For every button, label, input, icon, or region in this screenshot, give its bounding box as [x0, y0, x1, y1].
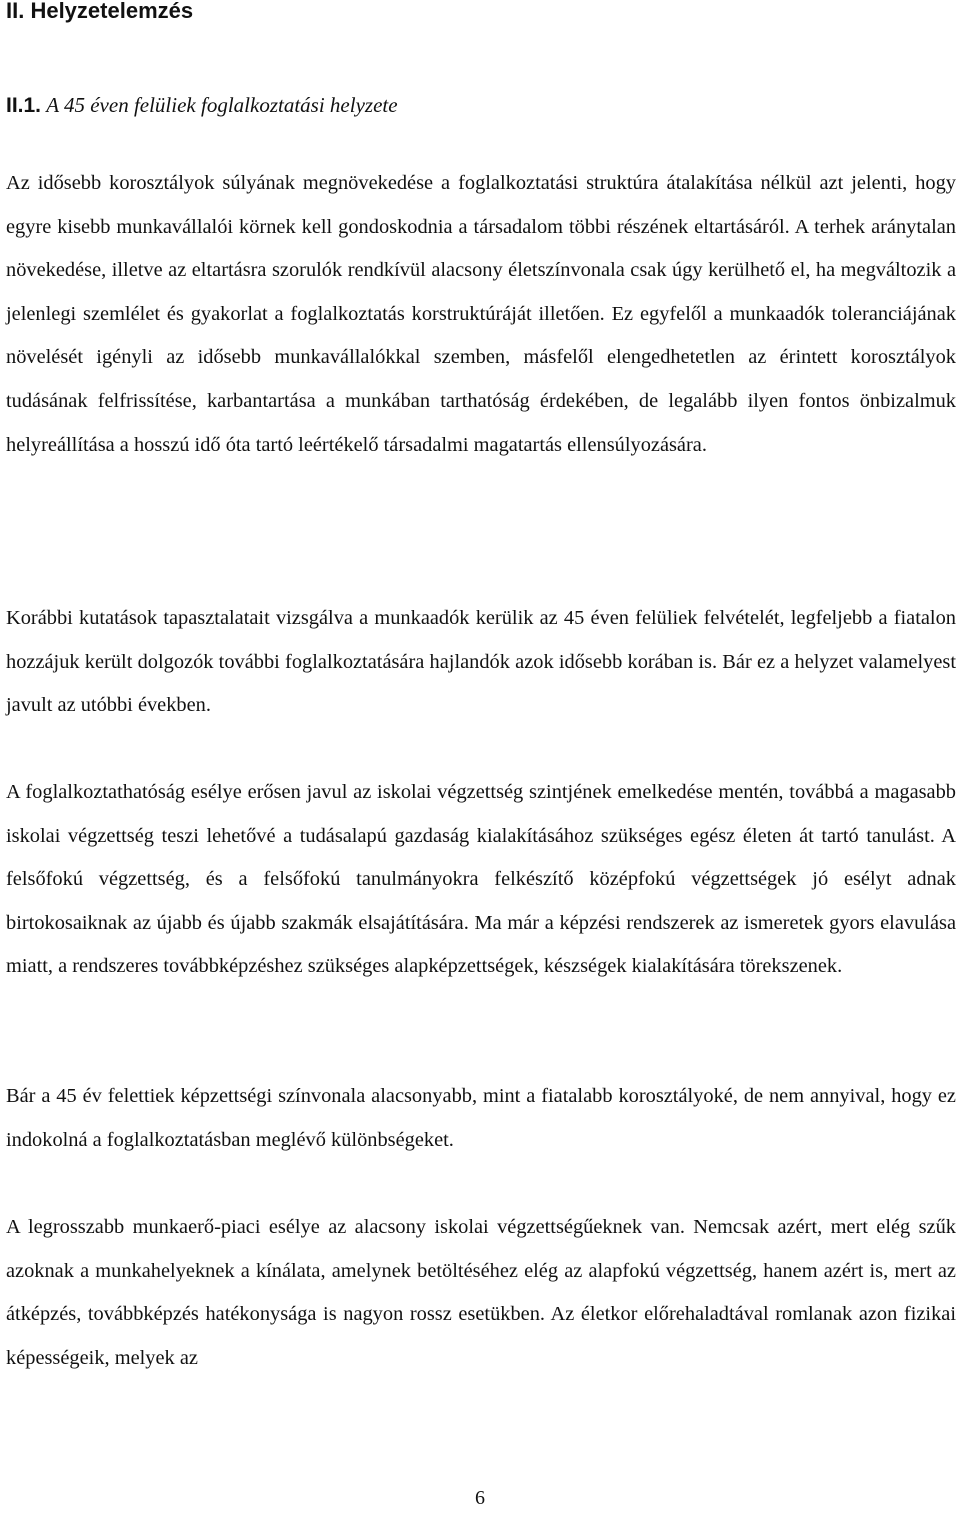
section-number: II.1.: [6, 94, 42, 117]
page-number: 6: [475, 1487, 485, 1509]
section-title: A 45 éven felüliek foglalkoztatási helyzete: [46, 93, 398, 117]
section-heading: [6, 90, 398, 121]
chapter-heading: II. Helyzetelemzés: [6, 0, 194, 23]
paragraph: Bár a 45 év felettiek képzettségi színvonala alacsonyabb, mint a fiatalabb korosztályoké, de nem annyival, hogy ez indokolná a foglalkoztatásban meglévő különbségeket.: [6, 1085, 956, 1151]
paragraph: A legrosszabb munkaerő-piaci esélye az alacsony iskolai végzettségűeknek van. Nemcsak azért, mert elég szűk azoknak a munkahelyeknek a kínálata, amelynek betöltéséhez elég az alapfokú végzettség, hanem azért is, mert az átképzés, továbbképzés hatékonysága is nagyon rossz esetükben. Az életkor előrehaladtával romlanak azon fizikai képességeik, melyek az: [6, 1216, 956, 1369]
paragraph: Az idősebb korosztályok súlyának megnövekedése a foglalkoztatási struktúra átalakítása nélkül azt jelenti, hogy egyre kisebb munkavállalói körnek kell gondoskodnia a társadalom többi részének eltartásáról. A terhek aránytalan növekedése, illetve az eltartásra szorulók rendkívül alacsony életszínvonala csak úgy kerülhető el, ha megváltozik a jelenlegi szemlélet és gyakorlat a foglalkoztatás korstruktúráját illetően. Ez egyfelől a munkaadók toleranciájának növelését igényli az idősebb munkavállalókkal szemben, másfelől elengedhetetlen az érintett korosztályok tudásának felfrissítése, karbantartása a munkában tarthatóság érdekében, de legalább ilyen fontos önbizalmuk helyreállítása a hosszú idő óta tartó leértékelő társadalmi magatartás ellensúlyozására.: [6, 172, 956, 456]
paragraph: A foglalkoztathatóság esélye erősen javul az iskolai végzettség szintjének emelkedése mentén, továbbá a magasabb iskolai végzettség teszi lehetővé a tudásalapú gazdaság kialakításához szükséges egész életen át tartó tanulást. A felsőfokú végzettség, és a felsőfokú tanulmányokra felkészítő középfokú végzettségek jó esélyt adnak birtokosaiknak az újabb és újabb szakmák elsajátítására. Ma már a képzési rendszerek az ismeretek gyors elavulása miatt, a rendszeres továbbképzéshez szükséges alapképzettségek, készségek kialakítására törekszenek.: [6, 781, 956, 978]
paragraph: Korábbi kutatások tapasztalatait vizsgálva a munkaadók kerülik az 45 éven felüliek felvételét, legfeljebb a fiatalon hozzájuk került dolgozók további foglalkoztatására hajlandók azok idősebb korában is. Bár ez a helyzet valamelyest javult az utóbbi években.: [6, 607, 956, 717]
